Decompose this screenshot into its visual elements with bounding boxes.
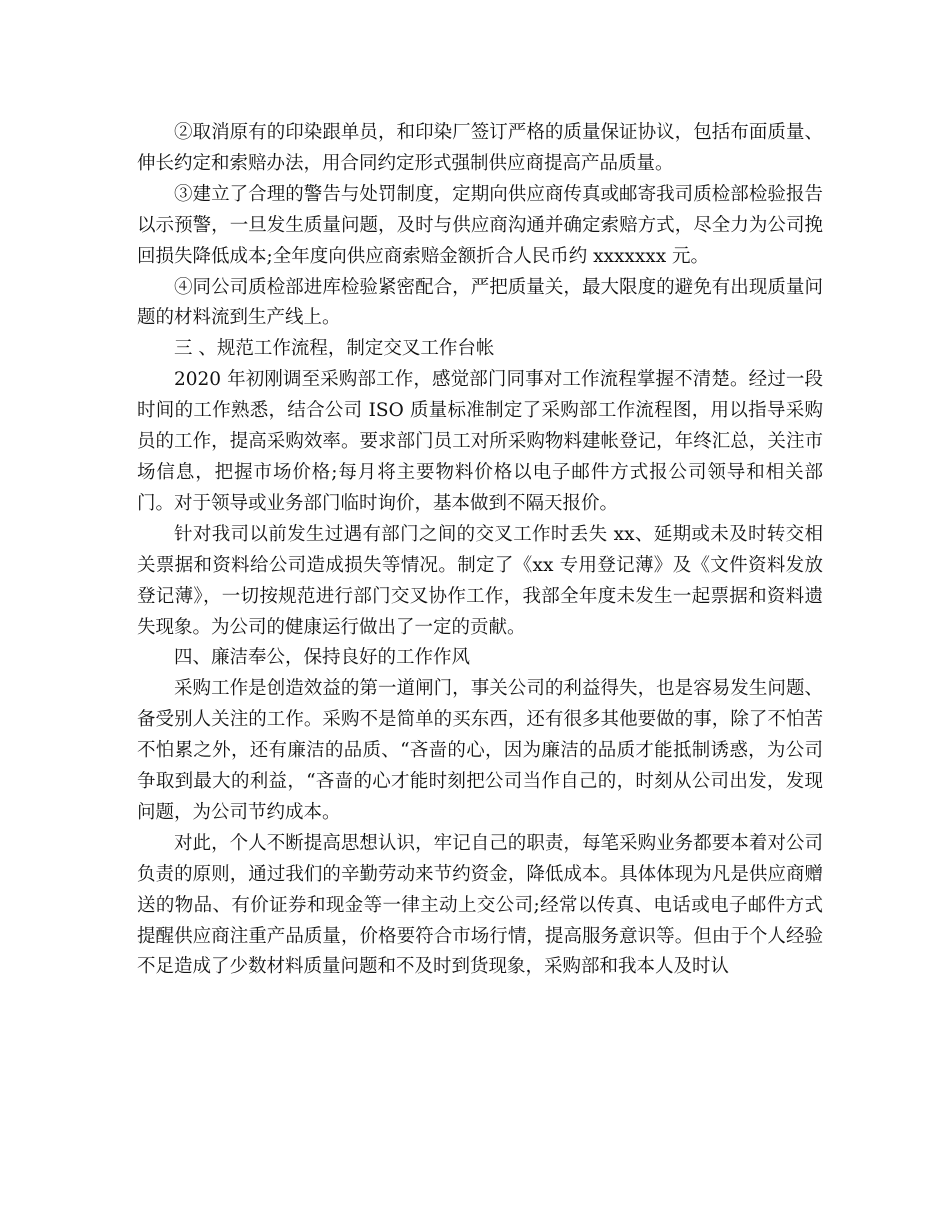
paragraph-workflow: 2020 年初刚调至采购部工作，感觉部门同事对工作流程掌握不清楚。经过一段时间的工作熟悉，结合公司 ISO 质量标准制定了采购部工作流程图，用以指导采购员的工作，提高采购效率。要求部门员工对所采购物料建帐登记，年终汇总，关注市场信息，把握市场价格;每月将主要物料价格以电子邮件方式报公司领导和相关部门。对于领导或业务部门临时询价，基本做到不隔天报价。 <box>137 369 823 514</box>
paragraph-quality-agreement: ②取消原有的印染跟单员，和印染厂签订严格的质量保证协议，包括布面质量、伸长约定和索赔办法，用合同约定形式强制供应商提高产品质量。 <box>137 122 823 174</box>
section-heading-workflow: 三 、规范工作流程，制定交叉工作台帐 <box>174 338 495 360</box>
paragraph-inspection: ④同公司质检部进库检验紧密配合，严把质量关，最大限度的避免有出现质量问题的材料流到生产线上。 <box>137 276 823 329</box>
paragraph-responsibility: 对此，个人不断提高思想认识，牢记自己的职责，每笔采购业务都要本着对公司负责的原则，通过我们的辛勤劳动来节约资金，降低成本。具体体现为凡是供应商赠送的物品、有价证券和现金等一律主动上交公司;经常以传真、电话或电子邮件方式提醒供应商注重产品质量，价格要符合市场行情，提高服务意识等。但由于个人经验不足造成了少数材料质量问题和不及时到货现象，采购部和我本人及时认 <box>137 832 823 978</box>
section-heading-integrity: 四、廉洁奉公，保持良好的工作作风 <box>174 647 471 669</box>
paragraph-purchasing-role: 采购工作是创造效益的第一道闸门，事关公司的利益得失，也是容易发生问题、备受别人关注的工作。采购不是简单的买东西，还有很多其他要做的事，除了不怕苦不怕累之外，还有廉洁的品质、“吝啬的心，因为廉洁的品质才能抵制诱惑，为公司争取到最大的利益，“吝啬的心才能时刻把公司当作自己的，时刻从公司出发，发现问题，为公司节约成本。 <box>137 678 823 823</box>
paragraph-cross-work: 针对我司以前发生过遇有部门之间的交叉工作时丢失 xx、延期或未及时转交相关票据和资料给公司造成损失等情况。制定了《xx 专用登记薄》及《文件资料发放登记薄》，一切按规范进行部门交叉协作工作，我部全年度未发生一起票据和资料遗失现象。为公司的健康运行做出了一定的贡献。 <box>137 523 823 638</box>
paragraph-penalty-system: ③建立了合理的警告与处罚制度，定期向供应商传真或邮寄我司质检部检验报告以示预警，一旦发生质量问题，及时与供应商沟通并确定索赔方式，尽全力为公司挽回损失降低成本;全年度向供应商索赔金额折合人民币约 xxxxxxx 元。 <box>137 183 823 267</box>
document-page <box>137 118 823 983</box>
